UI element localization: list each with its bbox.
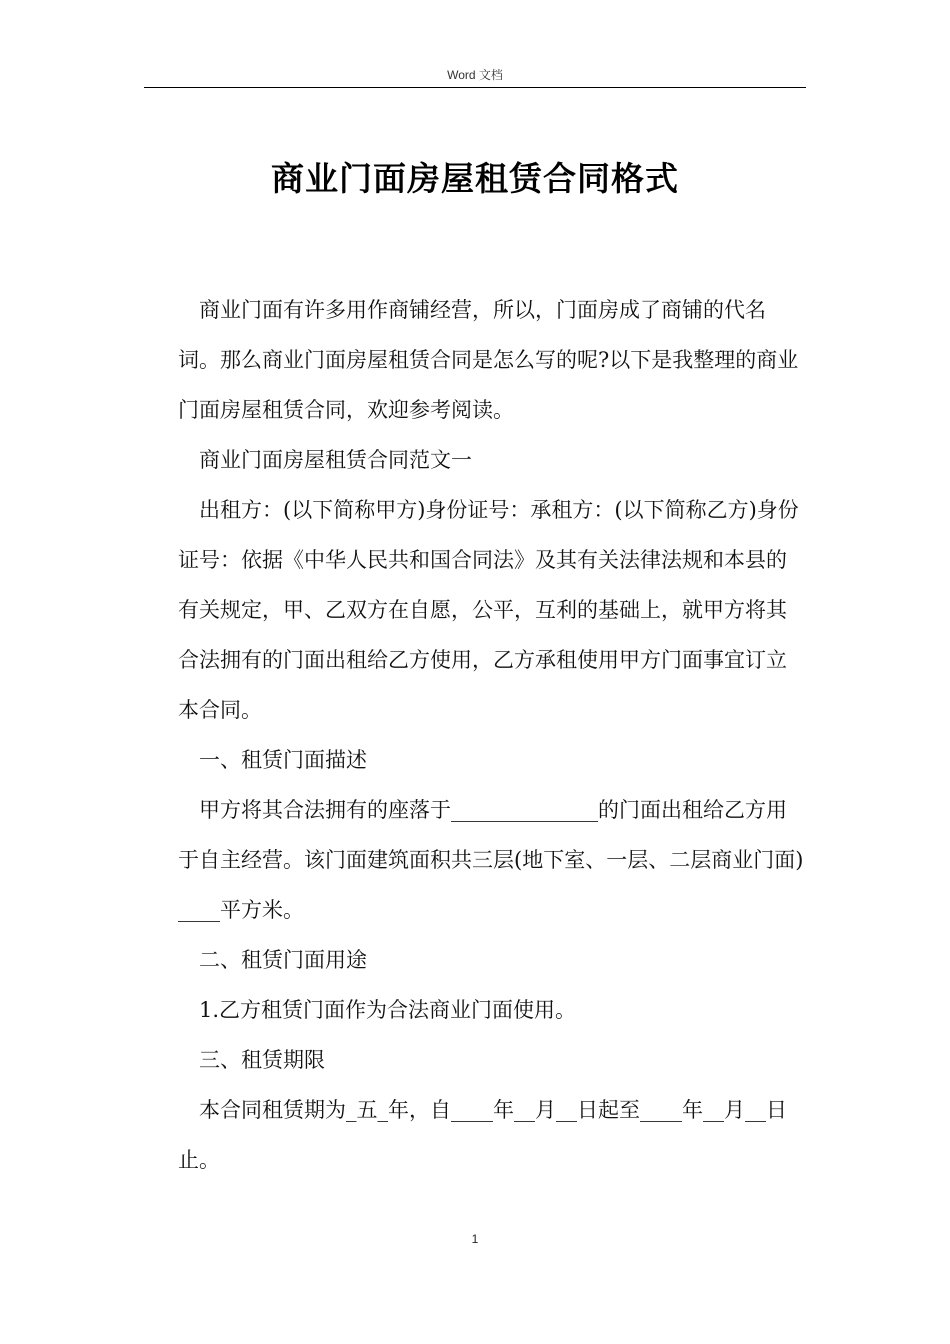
paragraph-sample-heading: 商业门面房屋租赁合同范文一 xyxy=(199,448,472,472)
paragraph-term: 本合同租赁期为_五_年，自____年__月__日起至____年__月__日止。 xyxy=(178,1098,787,1172)
header-divider xyxy=(144,87,806,88)
section-heading-term: 三、租赁期限 xyxy=(199,1048,325,1072)
paragraph-intro: 商业门面有许多用作商铺经营，所以，门面房成了商铺的代名词。那么商业门面房屋租赁合同是怎么写的呢?以下是我整理的商业门面房屋租赁合同，欢迎参考阅读。 xyxy=(178,298,799,422)
section-heading-description: 一、租赁门面描述 xyxy=(199,748,367,772)
paragraph-usage: 1.乙方租赁门面作为合法商业门面使用。 xyxy=(199,998,577,1022)
document-body xyxy=(178,285,806,1185)
paragraph-parties: 出租方：(以下简称甲方)身份证号：承租方：(以下简称乙方)身份证号：依据《中华人民共和国合同法》及其有关法律法规和本县的有关规定，甲、乙双方在自愿，公平，互利的基础上，就甲方将其合法拥有的门面出租给乙方使用，乙方承租使用甲方门面事宜订立本合同。 xyxy=(178,498,799,722)
section-heading-usage: 二、租赁门面用途 xyxy=(199,948,367,972)
page-number: 1 xyxy=(471,1232,479,1246)
paragraph-description: 甲方将其合法拥有的座落于______________的门面出租给乙方用于自主经营。该门面建筑面积共三层(地下室、一层、二层商业门面)____平方米。 xyxy=(178,798,804,922)
document-title: 商业门面房屋租赁合同格式 xyxy=(271,159,679,198)
page-header: Word 文档 xyxy=(447,68,503,82)
